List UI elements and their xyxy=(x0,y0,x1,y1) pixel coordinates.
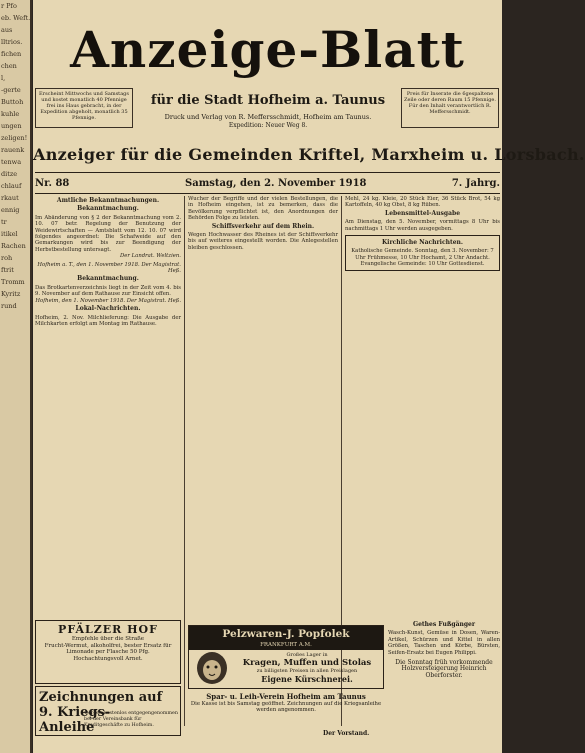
issue-date: Samstag, den 2. November 1918 xyxy=(185,178,367,189)
advert-line: Empfehle über die Straße xyxy=(71,636,145,642)
strip-text-line: rauenk xyxy=(1,146,25,154)
advert-title-line: Zeichnungen auf 9. Kriegs- xyxy=(39,690,163,720)
advert-line: Eigene Kürschnerei. xyxy=(261,674,353,684)
header-rule xyxy=(35,172,500,173)
volume-year: 7. Jahrg. xyxy=(451,178,500,189)
notice-signature: Hofheim, den 1. November 1918. Der Magistrat. Heß. xyxy=(35,297,181,304)
section-heading: Lokal-Nachrichten. xyxy=(75,305,141,313)
notice-text: Das Brotkartenverzeichnis liegt in der Zeit vom 4. bis 9. November auf dem Rathause zur Einsicht offen. xyxy=(35,284,181,298)
strip-text-line: ungen xyxy=(1,122,22,130)
newspaper-title: Anzeige-Blatt xyxy=(70,20,465,79)
article-text: Wegen Hochwasser des Rheines ist der Schiffsverkehr bis auf weiteres eingestellt worden. Die Anlegestellen bleiben geschlossen. xyxy=(188,232,338,251)
strip-text-line: fichen xyxy=(1,50,22,58)
adjacent-page-strip xyxy=(0,0,32,753)
advert-banner: Pelzwaren-J. Popfolek xyxy=(189,626,383,642)
advert-city: FRANKFURT A.M. xyxy=(189,642,383,650)
notice-heading: Bekanntmachung. xyxy=(77,275,139,283)
war-bond-advert xyxy=(35,686,181,736)
notice-heading: Bekanntmachung. xyxy=(77,205,139,213)
strip-text-line: lltrios. xyxy=(1,38,23,46)
strip-text-line: tr xyxy=(1,218,7,226)
article-text: Wucher der Begriffe und der vielen Bestellungen, die in Hofheim eingehen, ist zu bemerken, dass die Bevölkerung verpflichtet ist, den Anordnungen der Behörden Folge zu leisten. xyxy=(188,196,338,222)
fur-shop-advert xyxy=(188,625,384,689)
notice-text: Die Sonntag früh vorkommende Holzversteigerung Heinrich Oberforster. xyxy=(395,659,493,679)
subscription-box: Erscheint Mittwochs und Samstags und kostet monatlich 40 Pfennige frei ins Haus gebracht, in der Expedition abgeholt, monatlich 35 Pfennige. xyxy=(35,88,133,128)
notice-text: Im Abänderung von § 2 der Bekanntmachung vom 2. 10. 07 betr. Regelung der Benutzung der Weidewirtschaften — Amtsblatt vom 12. 10. 07 wird folgendes angeordnet: Die Schafweide auf den Gemarkungen wird bis zur Beendigung der Herbstbestellung untersagt. xyxy=(35,214,181,253)
lion-illustration-icon xyxy=(195,650,229,686)
strip-text-line: Buttoh xyxy=(1,98,24,106)
article-text: Wasch-Kunst, Gemüse in Dosen, Waren-Artikel, Schürzen und Kittel in allen Größen, Taschen und Körbe, Bürsten, Seifen-Ersatz bei Eugen Philippi. xyxy=(388,630,500,656)
newspaper-subtitle: für die Stadt Hofheim a. Taunus xyxy=(150,93,386,108)
newspaper-page xyxy=(33,0,585,753)
advert-title: Spar- u. Leih-Verein Hofheim am Taunus xyxy=(206,692,366,701)
section-heading: Lebensmittel-Ausgabe xyxy=(384,209,461,217)
column-divider xyxy=(184,196,185,726)
strip-text-line: zeligen! xyxy=(1,134,28,142)
advert-line: Limonade per Flasche 50 Pfg. xyxy=(66,649,150,655)
advert-line: Frucht-Wermut, alkoholfrei, bester Ersatz für xyxy=(44,642,172,649)
expedition-line: Expedition: Neuer Weg 8. xyxy=(228,122,308,129)
issue-number: Nr. 88 xyxy=(35,178,70,189)
dateline-rule xyxy=(35,193,500,194)
section-heading: Kirchliche Nachrichten. xyxy=(381,239,464,247)
advert-line: Großes Lager in xyxy=(286,652,328,658)
strip-text-line: ditze xyxy=(1,170,18,178)
strip-text-line: Tromm xyxy=(1,278,25,286)
strip-text-line: r Pfo xyxy=(1,2,17,10)
strip-text-line: roh xyxy=(1,254,13,262)
strip-text-line: ftrit xyxy=(1,266,14,274)
notice-signature: Hofheim a. T., den 1. November 1918. Der Magistrat. Heß. xyxy=(37,261,181,275)
strip-text-line: tenwa xyxy=(1,158,22,166)
church-news-text: Katholische Gemeinde. Sonntag, den 3. November: 7 Uhr Frühmesse, 10 Uhr Hochamt, 2 Uhr Andacht. Evangelische Gemeinde: 10 Uhr Gottesdienst. xyxy=(351,248,494,268)
ration-text: Mehl, 24 kg. Kleie, 20 Stück Eier, 36 Stück Brot, 54 kg Kartoffeln, 40 kg Obst, 8 kg Rüben. xyxy=(345,196,500,209)
article-heading: Schiffsverkehr auf dem Rhein. xyxy=(211,222,315,230)
advert-line: zu billigsten Preisen in allen Preislagen xyxy=(256,668,358,674)
pfalzer-hof-advert xyxy=(35,620,181,684)
strip-text-line: -gerte xyxy=(1,86,21,94)
column-3-lower xyxy=(388,620,500,740)
advert-price-box: Preis für Inserate die 6gespaltene Zeile oder deren Raum 15 Pfennige. Für den Inhalt verantwortlich R. Meffersschmidt. xyxy=(401,88,499,128)
strip-text-line: kuhle xyxy=(1,110,20,118)
strip-text-line: aus xyxy=(1,26,13,34)
strip-text-line: ennig xyxy=(1,206,20,214)
advert-body xyxy=(233,652,381,684)
local-news-text: Hofheim, 2. Nov. Milchlieferung: Die Ausgabe der Milchkarten erfolgt am Montag im Rathause. xyxy=(35,314,181,327)
strip-text-line: chlauf xyxy=(1,182,22,190)
notice-signature: Der Landrat. Weltzien. xyxy=(120,253,181,260)
advert-line: Hochachtungsvoll Arnet. xyxy=(73,655,143,662)
strip-text-line: itikel xyxy=(1,230,18,238)
column-1 xyxy=(35,196,181,518)
church-news-box xyxy=(345,235,500,271)
strip-text-line: eb. Weft. xyxy=(1,14,31,22)
section-heading: Gethes Fußgänger xyxy=(412,621,476,628)
strip-text-line: Kyritz xyxy=(1,290,21,298)
dateline xyxy=(35,178,500,192)
column-3 xyxy=(345,196,500,518)
advert-text: werden kostenlos entgegengenommen bei der Vereinsbank für Kreditgeschäfte zu Hofheim. xyxy=(84,711,178,728)
advert-text: Die Kasse ist bis Samstag geöffnet. Zeichnungen auf die Kriegsanleihe werden angenommen. xyxy=(190,701,382,714)
savings-bank-advert xyxy=(188,692,384,730)
advert-title: PFÄLZER HOF xyxy=(58,623,158,636)
advert-line: Kragen, Muffen und Stolas xyxy=(242,658,372,668)
advert-title-line: Anleihe xyxy=(39,720,95,735)
strip-text-line: rund xyxy=(1,302,17,310)
column-2 xyxy=(188,196,338,518)
strip-text-line: rkaut xyxy=(1,194,19,202)
section-heading: Amtliche Bekanntmachungen. xyxy=(56,197,160,204)
strip-text-line: chen xyxy=(1,62,17,70)
ration-text: Am Dienstag, den 5. November, vormittags 8 Uhr bis nachmittags 1 Uhr werden ausgegeben. xyxy=(345,219,500,232)
strip-text-line: Rachen xyxy=(1,242,26,250)
strip-text-line: l, xyxy=(1,74,6,82)
newspaper-tagline: Anzeiger für die Gemeinden Kriftel, Marxheim u. Lorsbach. xyxy=(33,145,585,164)
board-signature: Der Vorstand. xyxy=(323,730,370,737)
publisher-line: Druck und Verlag von R. Meffersschmidt, Hofheim am Taunus. xyxy=(164,113,372,121)
